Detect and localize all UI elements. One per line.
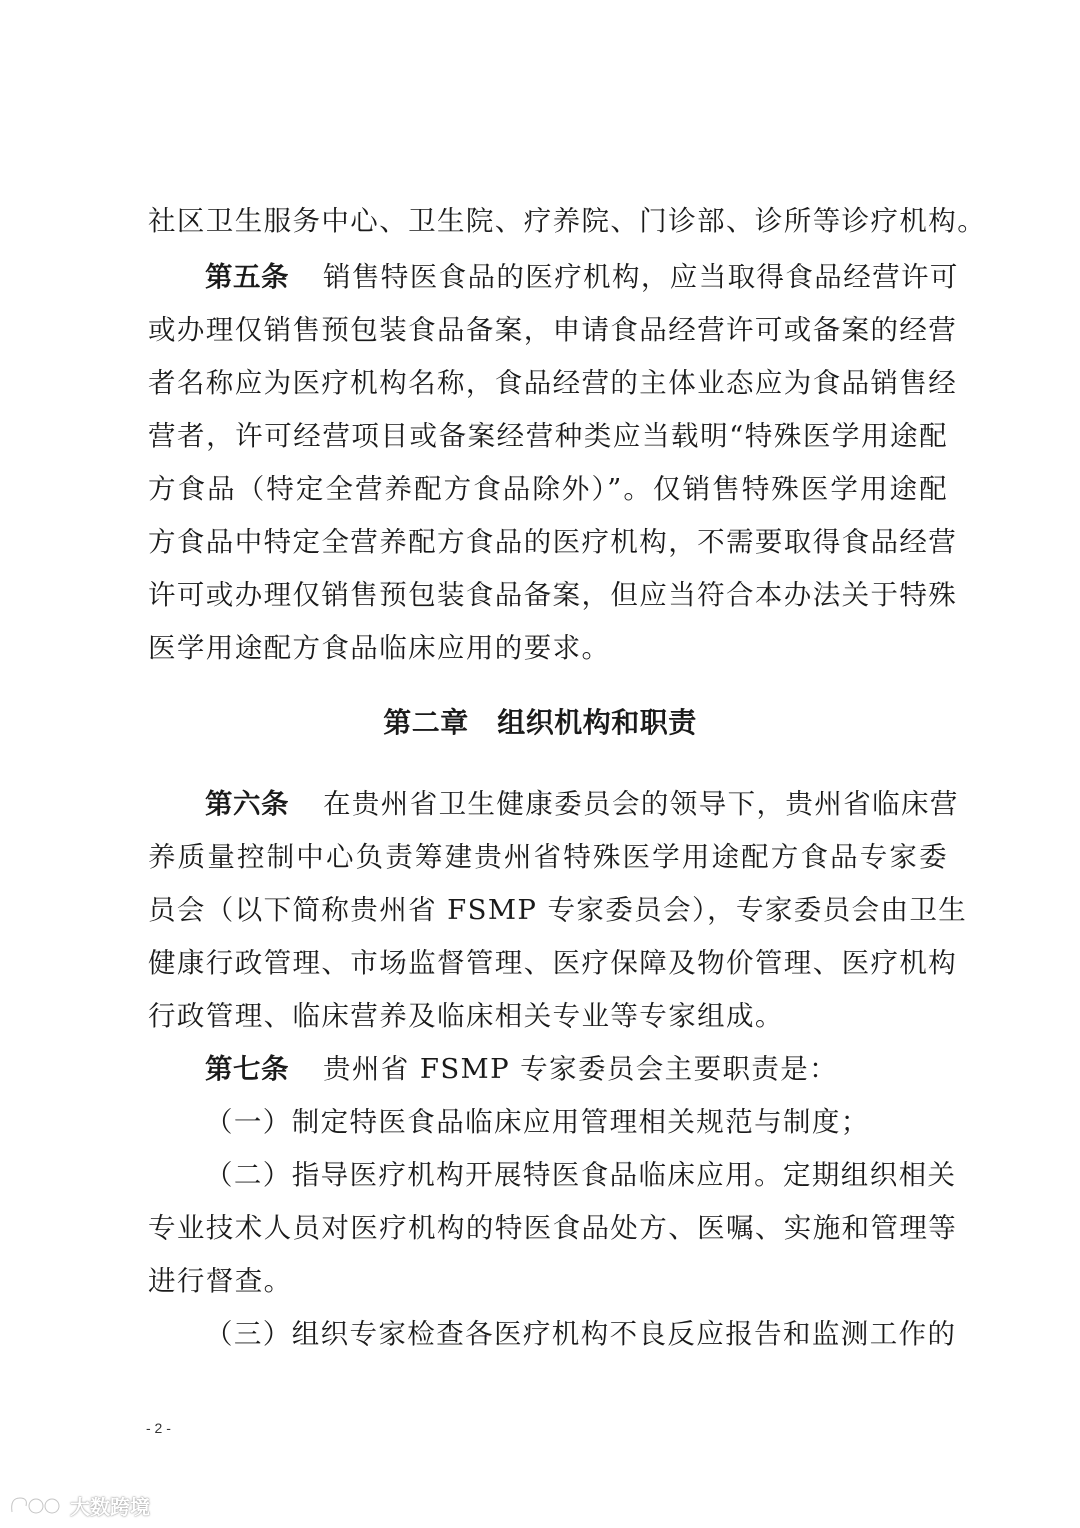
body-line: 员会（以下简称贵州省 FSMP 专家委员会），专家委员会由卫生 (148, 894, 968, 926)
body-line: 进行督查。 (148, 1265, 293, 1297)
body-line: 行政管理、临床营养及临床相关专业等专家组成。 (148, 1000, 784, 1032)
body-line: 营者，许可经营项目或备案经营种类应当载明“特殊医学用途配 (148, 420, 948, 452)
body-line: 或办理仅销售预包装食品备案，申请食品经营许可或备案的经营 (148, 314, 958, 346)
body-line: 健康行政管理、市场监督管理、医疗保障及物价管理、医疗机构 (148, 947, 958, 979)
body-line: 专业技术人员对医疗机构的特医食品处方、医嘱、实施和管理等 (148, 1212, 958, 1244)
article-6-line: 第六条 在贵州省卫生健康委员会的领导下，贵州省临床营 (205, 788, 959, 820)
watermark (8, 1490, 150, 1520)
list-item: （二）指导医疗机构开展特医食品临床应用。定期组织相关 (205, 1159, 957, 1191)
body-line: 养质量控制中心负责筹建贵州省特殊医学用途配方食品专家委 (148, 841, 948, 873)
chapter-heading: 第二章 组织机构和职责 (383, 706, 697, 739)
body-line: 社区卫生服务中心、卫生院、疗养院、门诊部、诊所等诊疗机构。 (148, 205, 987, 237)
body-line: 者名称应为医疗机构名称，食品经营的主体业态应为食品销售经 (148, 367, 958, 399)
body-line: 许可或办理仅销售预包装食品备案，但应当符合本办法关于特殊 (148, 579, 958, 611)
article-7-label: 第七条 (205, 1053, 289, 1085)
list-item: （三）组织专家检查各医疗机构不良反应报告和监测工作的 (205, 1318, 957, 1350)
article-7-line: 第七条 贵州省 FSMP 专家委员会主要职责是： (205, 1053, 839, 1085)
watermark-logo-icon (8, 1492, 64, 1518)
article-6-label: 第六条 (205, 788, 289, 820)
article-5-label: 第五条 (205, 261, 289, 293)
body-line: 方食品（特定全营养配方食品除外）”。仅销售特殊医学用途配 (148, 473, 948, 505)
page-number: - 2 - (146, 1420, 171, 1436)
watermark-text: 大数跨境 (70, 1494, 150, 1519)
list-item: （一）制定特医食品临床应用管理相关规范与制度； (205, 1106, 870, 1138)
body-line: 方食品中特定全营养配方食品的医疗机构，不需要取得食品经营 (148, 526, 958, 558)
body-line: 医学用途配方食品临床应用的要求。 (148, 632, 611, 664)
article-5-line: 第五条 销售特医食品的医疗机构，应当取得食品经营许可 (205, 261, 959, 293)
